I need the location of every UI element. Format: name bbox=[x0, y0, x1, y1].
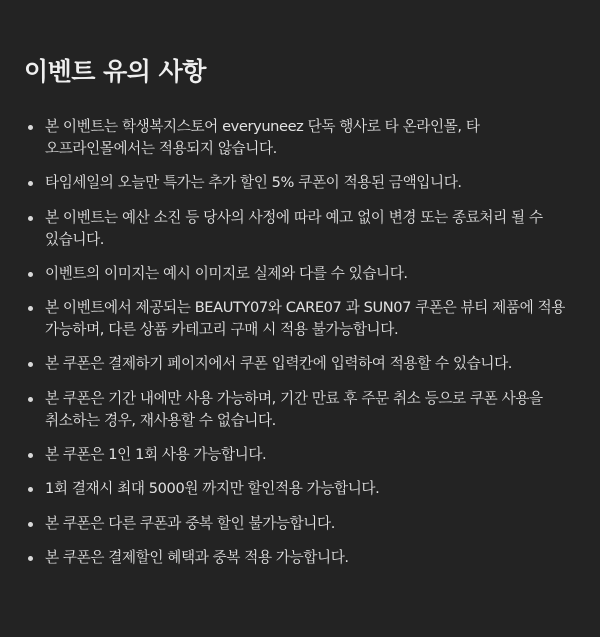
list-item-text: 본 이벤트는 학생복지스토어 everyuneez 단독 행사로 타 온라인몰, 타 오프라인몰에서는 적용되지 않습니다. bbox=[45, 118, 480, 157]
list-item bbox=[24, 513, 576, 535]
list-item bbox=[24, 388, 576, 432]
list-item bbox=[24, 263, 576, 285]
list-item-text: 본 쿠폰은 기간 내에만 사용 가능하며, 기간 만료 후 주문 취소 등으로 쿠폰 사용을 취소하는 경우, 재사용할 수 없습니다. bbox=[45, 389, 543, 429]
notice-list bbox=[24, 116, 576, 569]
list-item-text: 타임세일의 오늘만 특가는 추가 할인 5% 쿠폰이 적용된 금액입니다. bbox=[45, 174, 462, 192]
bullet-icon bbox=[28, 125, 33, 130]
bullet-icon bbox=[28, 306, 33, 311]
bullet-icon bbox=[28, 522, 33, 527]
list-item-text: 이벤트의 이미지는 예시 이미지로 실제와 다를 수 있습니다. bbox=[45, 264, 408, 282]
bullet-icon bbox=[28, 453, 33, 458]
bullet-icon bbox=[28, 487, 33, 492]
list-item-text: 본 쿠폰은 1인 1회 사용 가능합니다. bbox=[45, 446, 267, 464]
list-item-text: 본 쿠폰은 결제하기 페이지에서 쿠폰 입력칸에 입력하여 적용할 수 있습니다. bbox=[45, 355, 513, 373]
list-item bbox=[24, 353, 576, 375]
list-item-text: 본 쿠폰은 결제할인 혜택과 중복 적용 가능합니다. bbox=[45, 548, 349, 566]
list-item bbox=[24, 444, 576, 466]
list-item bbox=[24, 547, 576, 569]
bullet-icon bbox=[28, 362, 33, 367]
bullet-icon bbox=[28, 397, 33, 402]
list-item bbox=[24, 116, 576, 160]
list-item-text: 본 쿠폰은 다른 쿠폰과 중복 할인 불가능합니다. bbox=[45, 514, 335, 532]
list-item bbox=[24, 172, 576, 194]
bullet-icon bbox=[28, 181, 33, 186]
bullet-icon bbox=[28, 216, 33, 221]
page-title: 이벤트 유의 사항 bbox=[24, 57, 206, 86]
bullet-icon bbox=[28, 272, 33, 277]
list-item-text: 본 이벤트에서 제공되는 BEAUTY07와 CARE07 과 SUN07 쿠폰은 뷰티 제품에 적용 가능하며, 다른 상품 카테고리 구매 시 적용 불가능합니다. bbox=[45, 299, 565, 339]
list-item-text: 본 이벤트는 예산 소진 등 당사의 사정에 따라 예고 없이 변경 또는 종료처리 될 수 있습니다. bbox=[45, 208, 543, 248]
list-item bbox=[24, 207, 576, 251]
bullet-icon bbox=[28, 556, 33, 561]
list-item bbox=[24, 478, 576, 500]
list-item bbox=[24, 297, 576, 341]
list-item-text: 1회 결재시 최대 5000원 까지만 할인적용 가능합니다. bbox=[45, 480, 380, 498]
